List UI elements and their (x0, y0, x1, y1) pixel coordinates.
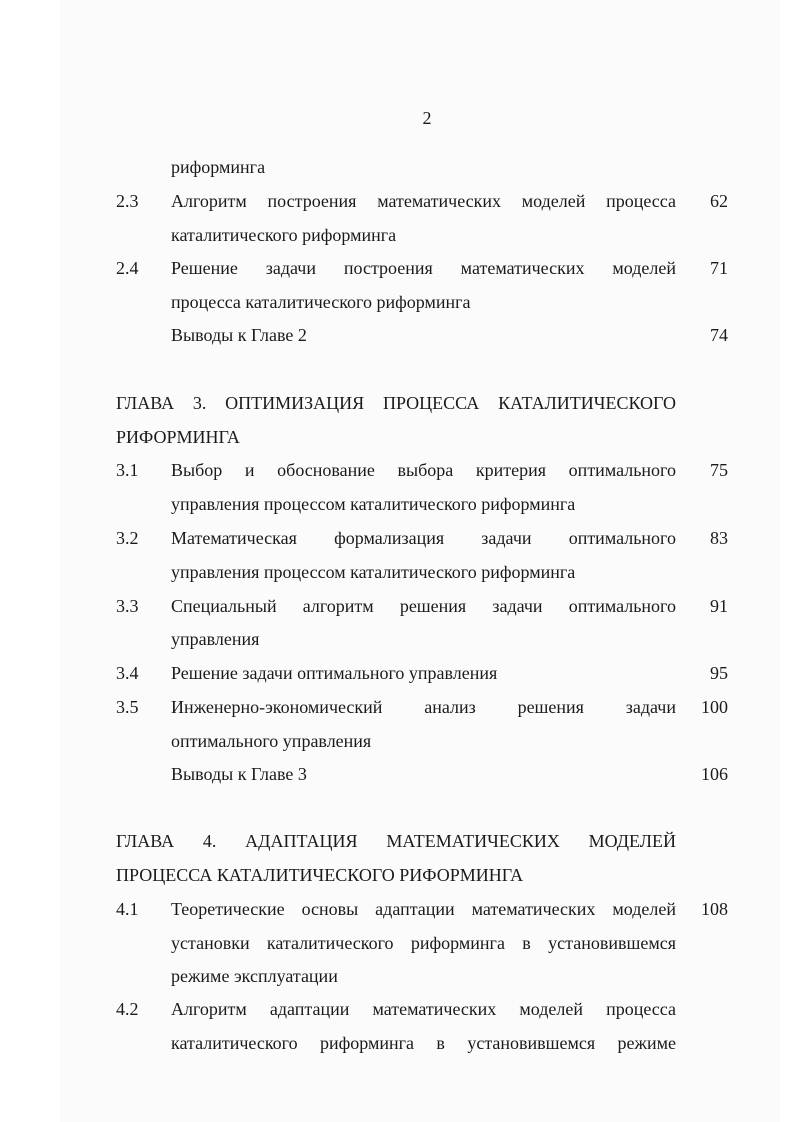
toc-entry-2-3-number: 2.3 (116, 191, 139, 211)
toc-entry-3-5-page: 100 (701, 697, 728, 717)
toc-entry-3-1-title-line2: управления процессом каталитического риформинга (171, 494, 576, 514)
toc-entry-3-1-page: 75 (710, 460, 728, 480)
toc-entry-3-2-page: 83 (710, 528, 728, 548)
toc-entry-4-1-page: 108 (701, 899, 728, 919)
toc-conclusions-ch2-page: 74 (710, 325, 728, 345)
toc-entry-4-2-title-line2: каталитического риформинга в установившемся режиме (171, 1033, 676, 1053)
toc-entry-2-3-title-line2: каталитического риформинга (171, 225, 397, 245)
toc-entry-3-2-title-line2: управления процессом каталитического риформинга (171, 562, 576, 582)
toc-conclusions-ch2: Выводы к Главе 2 (171, 325, 307, 345)
toc-entry-3-2-title-line1: Математическая формализация задачи оптимального (171, 528, 676, 548)
toc-entry-3-1-number: 3.1 (116, 460, 139, 480)
toc-conclusions-ch3-page: 106 (701, 764, 728, 784)
toc-entry-3-5-title-line1: Инженерно-экономический анализ решения задачи (171, 697, 676, 717)
toc-entry-2-3-page: 62 (710, 191, 728, 211)
toc-entry-3-4-number: 3.4 (116, 663, 139, 683)
toc-entry-4-2-title-line1: Алгоритм адаптации математических моделей процесса (171, 999, 676, 1019)
toc-entry-3-2-number: 3.2 (116, 528, 139, 548)
toc-entry-4-1-title-line2: установки каталитического риформинга в установившемся (171, 933, 676, 953)
toc-entry-4-1-title-line1: Теоретические основы адаптации математических моделей (171, 899, 676, 919)
toc-conclusions-ch3: Выводы к Главе 3 (171, 764, 307, 784)
toc-entry-3-3-title-line1: Специальный алгоритм решения задачи оптимального (171, 596, 676, 616)
toc-entry-3-3-page: 91 (710, 596, 728, 616)
toc-entry-2-4-number: 2.4 (116, 258, 139, 278)
chapter-4-heading-line2: ПРОЦЕССА КАТАЛИТИЧЕСКОГО РИФОРМИНГА (116, 865, 524, 885)
toc-continuation-line: риформинга (171, 157, 266, 177)
toc-entry-2-4-page: 71 (710, 258, 728, 278)
toc-entry-2-3-title-line1: Алгоритм построения математических моделей процесса (171, 191, 676, 211)
chapter-3-heading-line1: ГЛАВА 3. ОПТИМИЗАЦИЯ ПРОЦЕССА КАТАЛИТИЧЕСКОГО (116, 393, 676, 413)
toc-entry-2-4-title-line2: процесса каталитического риформинга (171, 292, 471, 312)
toc-entry-3-4-title-line1: Решение задачи оптимального управления (171, 663, 498, 683)
chapter-3-heading-line2: РИФОРМИНГА (116, 427, 240, 447)
toc-entry-4-2-number: 4.2 (116, 999, 139, 1019)
toc-entry-2-4-title-line1: Решение задачи построения математических моделей (171, 258, 676, 278)
toc-entry-3-3-title-line2: управления (171, 629, 260, 649)
toc-entry-3-4-page: 95 (710, 663, 728, 683)
toc-entry-3-3-number: 3.3 (116, 596, 139, 616)
toc-entry-3-5-number: 3.5 (116, 697, 139, 717)
toc-entry-3-5-title-line2: оптимального управления (171, 731, 372, 751)
toc-entry-4-1-number: 4.1 (116, 899, 139, 919)
toc-entry-3-1-title-line1: Выбор и обоснование выбора критерия оптимального (171, 460, 676, 480)
chapter-4-heading-line1: ГЛАВА 4. АДАПТАЦИЯ МАТЕМАТИЧЕСКИХ МОДЕЛЕЙ (116, 831, 676, 851)
toc-entry-4-1-title-line3: режиме эксплуатации (171, 966, 338, 986)
page-number: 2 (422, 108, 432, 128)
